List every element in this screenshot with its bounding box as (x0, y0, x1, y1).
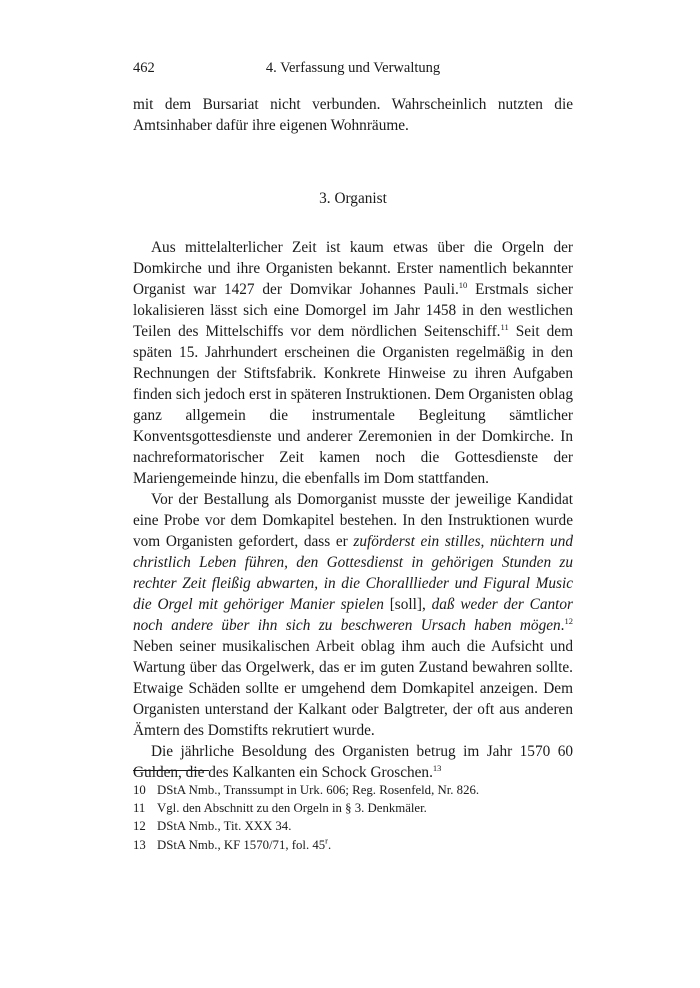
footnote-number: 13 (133, 837, 146, 852)
editorial-insert: [soll], (383, 596, 432, 613)
footnote-text: DStA Nmb., KF 1570/71, fol. 45 (157, 837, 326, 852)
paragraph-text: Erstmals sicher lokalisieren lässt sich eine Domorgel im Jahr 1458 in den westlichen Teilen des Mittelschiffs vor dem nördlichen Seitenschiff. (133, 281, 573, 340)
footnote-item (133, 781, 573, 799)
footnote-number: 10 (133, 783, 146, 797)
footnotes (133, 770, 573, 854)
footnote-text: Vgl. den Abschnitt zu den Orgeln in § 3. Denkmäler. (157, 801, 427, 816)
footnote-rule (133, 770, 209, 771)
paragraph (133, 237, 573, 489)
footnote-number: 11 (133, 801, 146, 816)
footnote-item (133, 799, 573, 817)
paragraph-text: Aus mittelalterlicher Zeit ist kaum etwas über die Orgeln der Domkirche und ihre Organisten bekannt. Erster namentlich bekannter Organist war 1427 der Domvikar Johannes Pauli. (133, 239, 573, 298)
footnote-item (133, 817, 573, 835)
paragraph-text: . (560, 617, 565, 634)
footnote-number: 12 (133, 819, 146, 834)
footnote-end: . (328, 837, 332, 852)
section-heading: 3. Organist (319, 190, 387, 207)
body-text (133, 94, 573, 783)
page-body (133, 58, 573, 783)
footnote-ref[interactable]: 10 (458, 279, 468, 290)
footnote-superscript: r (325, 835, 328, 846)
paragraph-continued: mit dem Bursariat nicht verbunden. Wahrscheinlich nutzten die Amtsinhaber dafür ihre eigenen Wohnräume. (133, 96, 573, 134)
footnote-item (133, 836, 573, 854)
footnote-ref[interactable]: 11 (500, 321, 509, 332)
quotation: zuförderst ein stilles, nüchtern und christlich Leben führen, den Gottesdienst in gehörigen Stunden zu rechter Zeit fleißig abwarten, in die Choralllieder und Figural Music die Orgel mit gehöriger Manier spielen (133, 533, 573, 613)
paragraph-text: Neben seiner musikalischen Arbeit oblag ihm auch die Aufsicht und Wartung über das Orgelwerk, das er im guten Zustand bewahren sollte. Etwaige Schäden sollte er umgehend dem Domkapitel anzeigen. Dem Organisten unterstand der Kalkant oder Balgtreter, der oft aus anderen Ämtern des Domstifts rekrutiert wurde. (133, 638, 573, 739)
running-head (133, 58, 573, 82)
paragraph-text: Die jährliche Besoldung des Organisten betrug im Jahr 1570 60 Gulden, die des Kalkanten ein Schock Groschen. (133, 743, 573, 781)
footnote-text: DStA Nmb., Tit. XXX 34. (157, 819, 292, 834)
footnote-text: DStA Nmb., Transsumpt in Urk. 606; Reg. Rosenfeld, Nr. 826. (157, 783, 480, 797)
paragraph (133, 489, 573, 741)
quotation: daß weder der Cantor noch andere über ihn sich zu beschweren Ursach haben mögen (133, 596, 574, 634)
footnote-ref[interactable]: 12 (564, 615, 573, 626)
chapter-title: 4. Verfassung und Verwaltung (265, 60, 441, 76)
paragraph-text: Vor der Bestallung als Domorganist musste der jeweilige Kandidat eine Probe vor dem Domkapitel bestehen. In den Instruktionen wurde vom Organisten gefordert, dass er (133, 491, 573, 550)
page-number: 462 (133, 60, 155, 76)
footnote-ref[interactable]: 13 (432, 762, 442, 773)
paragraph-text: Seit dem späten 15. Jahrhundert erscheinen die Organisten regelmäßig in den Rechnungen der Stiftsfabrik. Konkrete Hinweise zu ihren Aufgaben finden sich jedoch erst in späteren Instruktionen. Dem Organisten oblag ganz allgemein die instrumentale Begleitung sämtlicher Konventsgottesdienste und anderer Zeremonien in der Domkirche. In nachreformatorischer Zeit kamen noch die Gottesdienste der Mariengemeinde hinzu, die ebenfalls im Dom stattfanden. (133, 323, 573, 487)
